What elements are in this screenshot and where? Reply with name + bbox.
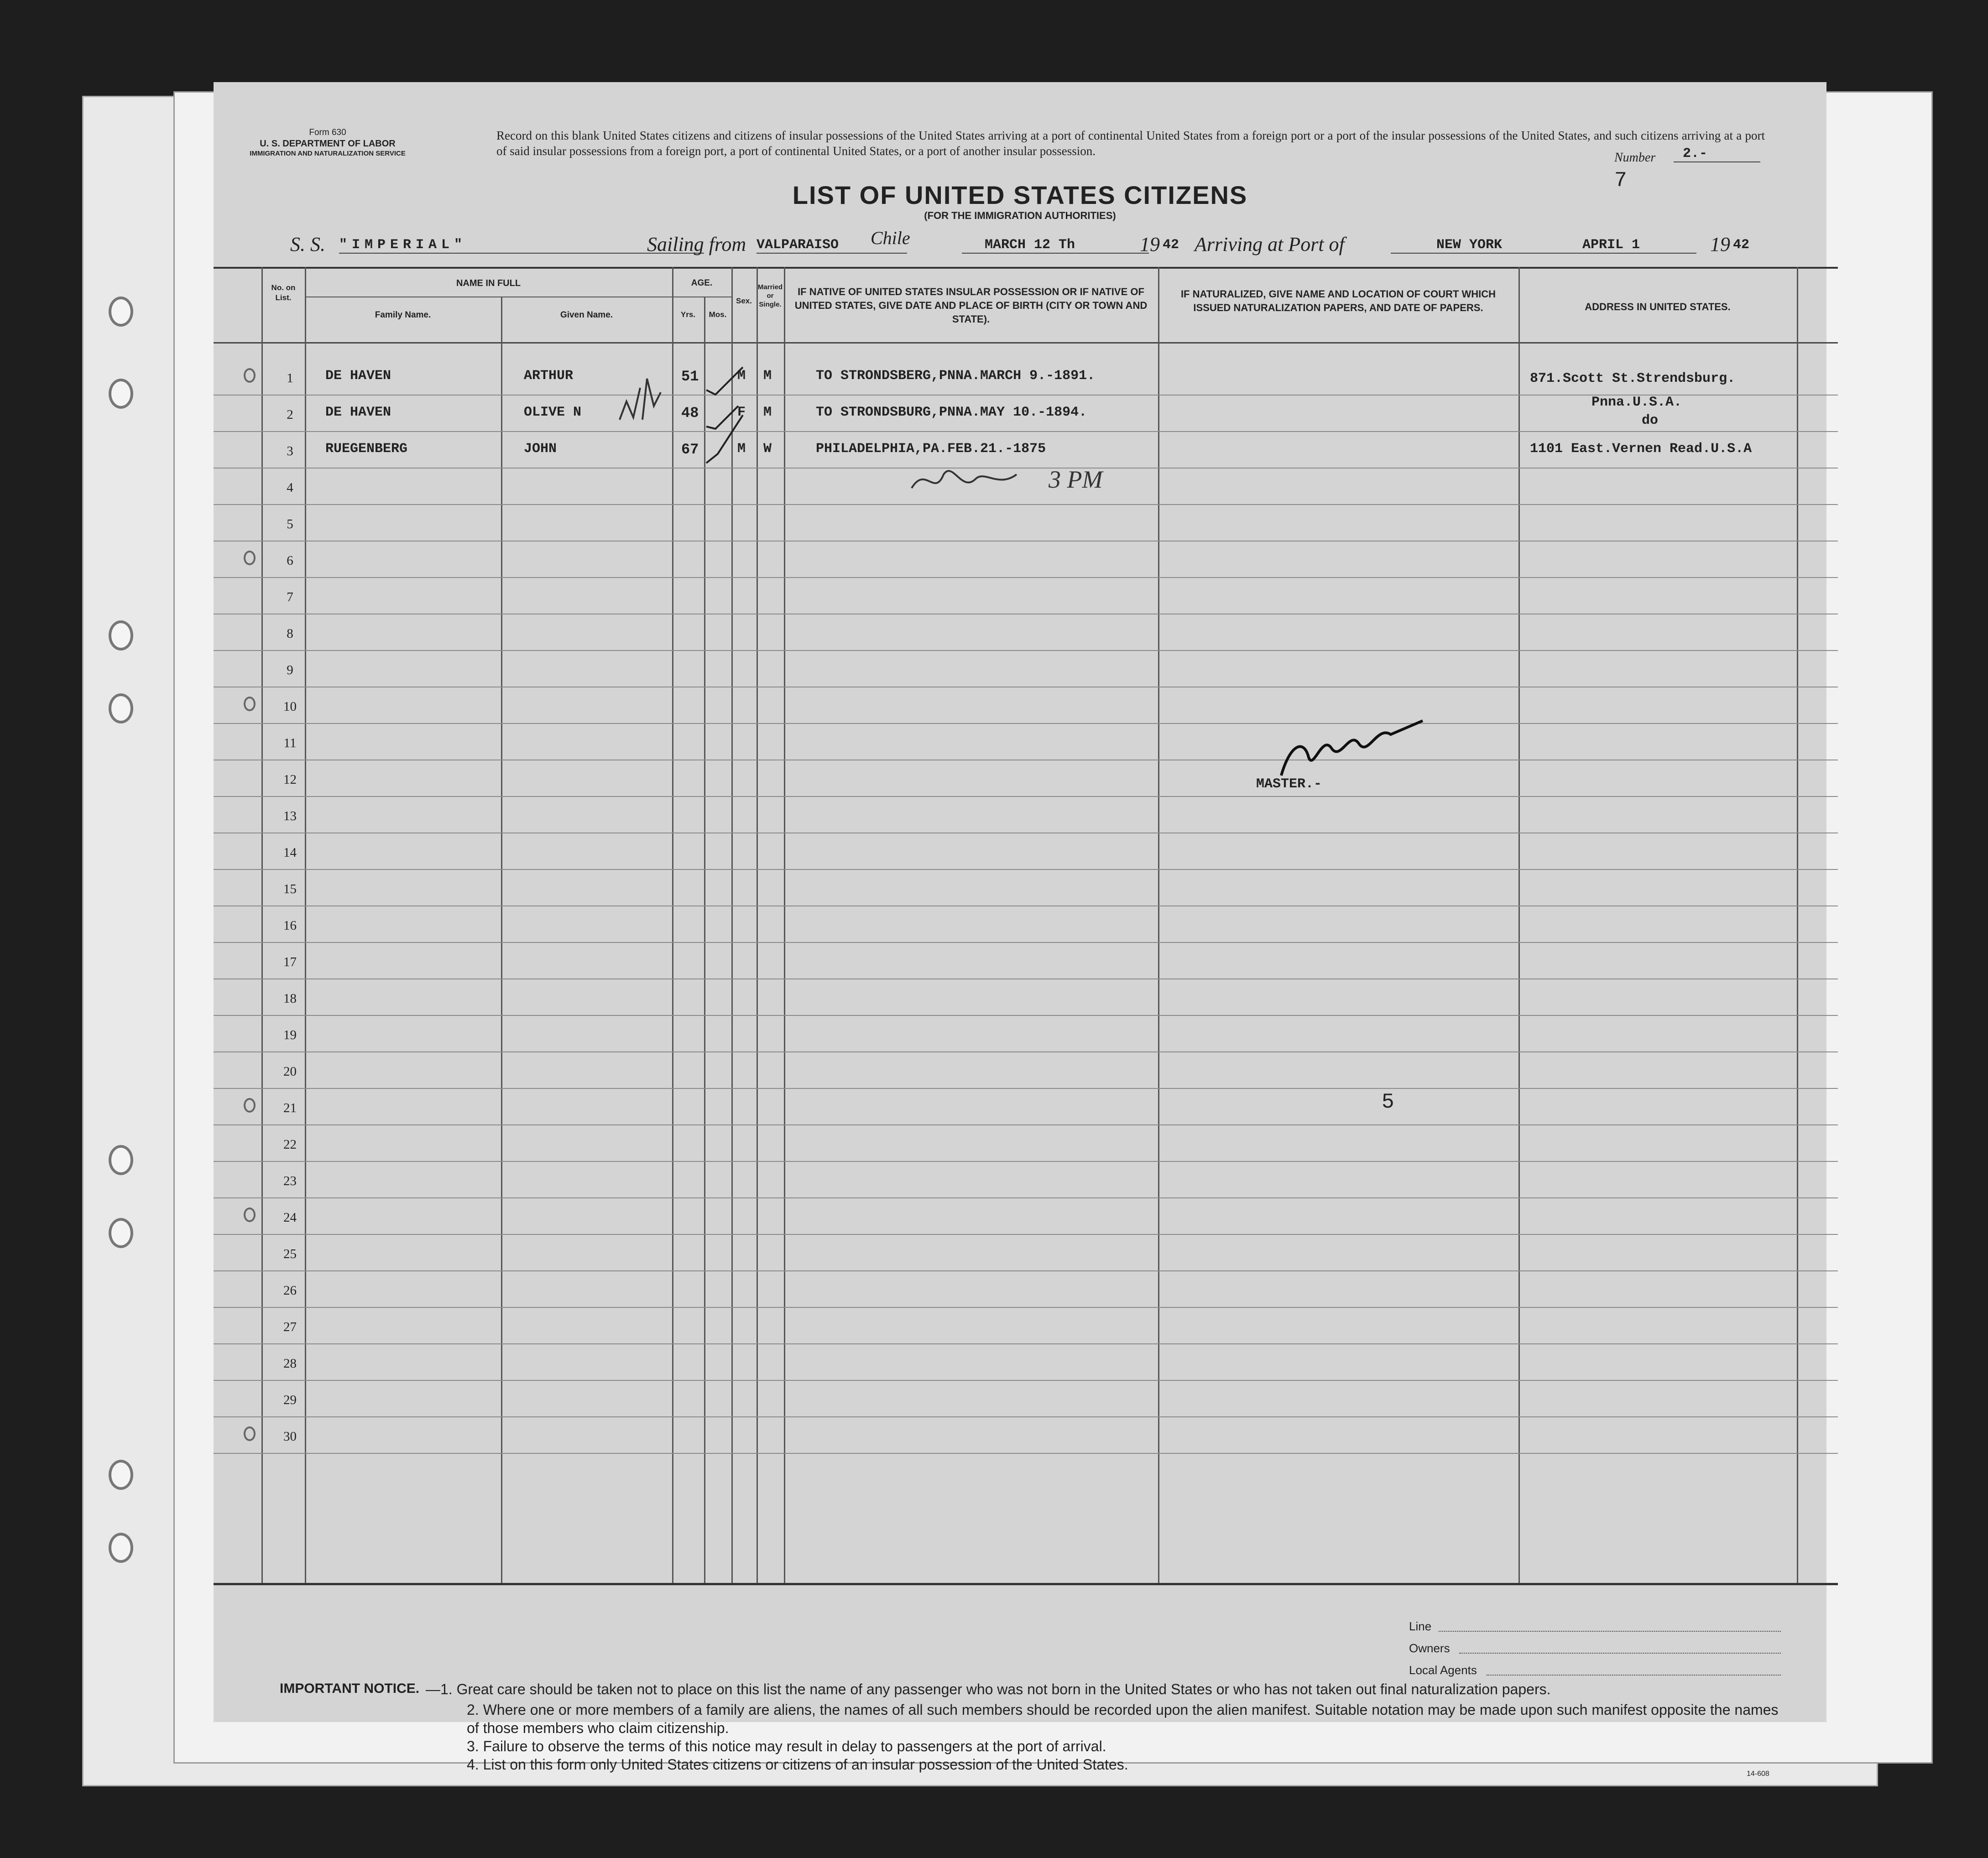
table-row	[214, 1124, 1838, 1162]
row-number: 21	[283, 1101, 297, 1115]
table-bottom-rule	[214, 1583, 1838, 1585]
age-years: 48	[681, 405, 699, 422]
arrival-date: APRIL 1	[1582, 237, 1696, 254]
sailing-year: 42	[1163, 237, 1179, 253]
row-number: 11	[283, 736, 297, 750]
family-name: RUEGENBERG	[325, 441, 408, 457]
sailing-date: MARCH 12 Th	[962, 237, 1149, 254]
binder-hole	[109, 1218, 133, 1248]
page-subtitle: (FOR THE IMMIGRATION AUTHORITIES)	[924, 210, 1116, 221]
row-number: 15	[283, 882, 297, 896]
page-number: 5	[1382, 1090, 1394, 1114]
header-no-on-list: No. on List.	[271, 283, 296, 302]
table-row	[214, 1416, 1838, 1454]
table-row	[214, 906, 1838, 943]
number-value: 2.-	[1674, 146, 1760, 162]
master-label: MASTER.-	[1256, 776, 1322, 792]
row-number: 17	[283, 955, 297, 969]
handwritten-time-note: 3 PM	[1049, 466, 1103, 493]
row-number: 20	[283, 1064, 297, 1079]
header-given-name: Given Name.	[560, 310, 613, 320]
table-row	[214, 1161, 1838, 1198]
table-row	[214, 358, 1838, 395]
ship-name: "IMPERIAL"	[339, 237, 704, 254]
table-row	[214, 942, 1838, 979]
header-address: ADDRESS IN UNITED STATES.	[1585, 301, 1731, 312]
form-instructions: Record on this blank United States citizens and citizens of insular possessions of the United States arriving at a port of continental United States from a foreign port or a port of the insular possessions of the United States, and such citizens arriving at a port of said insular possessions from a foreign port, a port of continental United States, or a port of another insular possession.	[496, 129, 1765, 158]
header-sex: Sex.	[736, 297, 752, 305]
arrival-port: NEW YORK	[1391, 237, 1587, 254]
row-number: 8	[287, 626, 293, 641]
row-number: 22	[283, 1137, 297, 1152]
given-name: ARTHUR	[524, 368, 574, 384]
row-number: 25	[283, 1247, 297, 1261]
row-number: 16	[283, 918, 297, 933]
departure-port-handwritten: Chile	[871, 228, 910, 248]
page-title: LIST OF UNITED STATES CITIZENS	[792, 181, 1248, 209]
row-number: 18	[283, 991, 297, 1006]
place-of-birth: TO STRONDSBERG,PNNA.MARCH 9.-1891.	[816, 368, 1096, 384]
service-name: IMMIGRATION AND NATURALIZATION SERVICE	[250, 150, 406, 157]
row-number: 10	[283, 699, 297, 714]
binder-hole	[109, 297, 133, 327]
row-number: 26	[283, 1283, 297, 1298]
line-label: Line	[1409, 1619, 1432, 1633]
address: 871.Scott St.Strendsburg.	[1530, 371, 1736, 386]
age-years: 67	[681, 441, 699, 458]
notice-item-4: 4. List on this form only United States citizens or citizens of an insular possession of the United States.	[467, 1756, 1128, 1773]
row-number: 14	[283, 845, 297, 860]
header-marital-status: Married or Single.	[757, 283, 783, 308]
marital-status: W	[763, 441, 772, 457]
sheet-number: 7	[1614, 169, 1627, 193]
place-of-birth: TO STRONDSBURG,PNNA.MAY 10.-1894.	[816, 405, 1087, 420]
local-agents-field	[1487, 1675, 1781, 1676]
row-number: 1	[287, 371, 293, 385]
binder-hole	[109, 1145, 133, 1175]
header-naturalization: IF NATURALIZED, GIVE NAME AND LOCATION OF COURT WHICH ISSUED NATURALIZATION PAPERS, AND DATE OF PAPERS.	[1180, 288, 1496, 313]
number-label: Number	[1614, 151, 1656, 165]
table-row	[214, 687, 1838, 724]
row-number: 2	[287, 407, 293, 422]
table-row	[214, 1307, 1838, 1344]
table-top-rule	[214, 267, 1838, 269]
handwritten-initials-row4	[907, 461, 1044, 502]
marital-status: M	[763, 405, 772, 420]
row-number: 6	[287, 553, 293, 568]
sailing-year-prefix: 19	[1140, 233, 1160, 255]
line-field	[1439, 1631, 1781, 1632]
age-years: 51	[681, 368, 699, 385]
row-marker-icon	[244, 1098, 256, 1113]
table-row	[214, 760, 1838, 797]
sex: F	[737, 405, 746, 420]
row-number: 28	[283, 1356, 297, 1371]
arrival-year-prefix: 19	[1710, 233, 1730, 255]
row-marker-icon	[244, 1207, 256, 1222]
header-family-name: Family Name.	[375, 310, 431, 320]
row-number: 12	[283, 772, 297, 787]
notice-item-1: —1. Great care should be taken not to place on this list the name of any passenger who was not born in the United States or who has not taken out final naturalization papers.	[426, 1681, 1551, 1697]
table-row	[214, 978, 1838, 1016]
row-number: 4	[287, 480, 293, 495]
row-number: 30	[283, 1429, 297, 1444]
table-row	[214, 1380, 1838, 1417]
table-row	[214, 614, 1838, 651]
row-marker-icon	[244, 551, 256, 565]
place-of-birth: PHILADELPHIA,PA.FEB.21.-1875	[816, 441, 1046, 457]
table-row	[214, 796, 1838, 833]
address: Pnna.U.S.A.	[1591, 395, 1682, 410]
manifest-form	[214, 82, 1826, 1778]
row-number: 29	[283, 1393, 297, 1407]
notice-item-2: 2. Where one or more members of a family are aliens, the names of all such members should be recorded upon the alien manifest. Suitable notation may be made upon such manifest opposite the names of those members who claim citizenship.	[467, 1702, 1779, 1736]
notice-title: IMPORTANT NOTICE.	[280, 1681, 420, 1696]
table-row	[214, 541, 1838, 578]
binder-hole	[109, 620, 133, 651]
table-row	[214, 833, 1838, 870]
form-code: 14-608	[1747, 1770, 1769, 1778]
form-number: Form 630	[309, 128, 346, 137]
row-number: 5	[287, 517, 293, 531]
table-row	[214, 869, 1838, 906]
table-row	[214, 723, 1838, 760]
ss-label: S. S.	[290, 233, 325, 255]
owners-field	[1459, 1653, 1781, 1654]
address-ditto: do	[1642, 413, 1659, 428]
table-row	[214, 1197, 1838, 1235]
header-age: AGE.	[691, 278, 713, 288]
table-row	[214, 1015, 1838, 1052]
table-row	[214, 1270, 1838, 1308]
header-name-in-full: NAME IN FULL	[456, 278, 521, 288]
table-row	[214, 1343, 1838, 1381]
owners-label: Owners	[1409, 1641, 1450, 1655]
arriving-label: Arriving at Port of	[1195, 233, 1345, 255]
address: 1101 East.Vernen Read.U.S.A	[1530, 441, 1752, 457]
given-name: OLIVE N	[524, 405, 582, 420]
binder-hole	[109, 693, 133, 723]
row-number: 27	[283, 1320, 297, 1334]
table-row	[214, 504, 1838, 541]
arrival-year: 42	[1733, 237, 1750, 253]
marital-status: M	[763, 368, 772, 384]
table-row	[214, 1051, 1838, 1089]
notice-item-3: 3. Failure to observe the terms of this notice may result in delay to passengers at the port of arrival.	[467, 1738, 1106, 1754]
departure-port: VALPARAISO	[757, 237, 907, 254]
header-age-years: Yrs.	[680, 310, 696, 319]
row-number: 9	[287, 663, 293, 677]
table-row	[214, 577, 1838, 614]
row-marker-icon	[244, 1426, 256, 1441]
binder-hole	[109, 1533, 133, 1563]
row-number: 3	[287, 444, 293, 458]
header-age-months: Mos.	[709, 310, 727, 319]
header-bottom-rule	[214, 342, 1838, 343]
table-row	[214, 395, 1838, 431]
binder-hole	[109, 1460, 133, 1490]
row-number: 24	[283, 1210, 297, 1225]
sex: M	[737, 368, 746, 384]
table-row	[214, 1088, 1838, 1125]
row-marker-icon	[244, 697, 256, 711]
department-name: U. S. DEPARTMENT OF LABOR	[260, 139, 396, 149]
checkmark-annotations	[697, 365, 752, 465]
row-number: 7	[287, 590, 293, 604]
table-row	[214, 1234, 1838, 1271]
row-number: 13	[283, 809, 297, 823]
row-number: 23	[283, 1174, 297, 1188]
handwritten-initials	[615, 374, 665, 424]
row-number: 19	[283, 1028, 297, 1042]
header-place-of-birth: IF NATIVE OF UNITED STATES INSULAR POSSESSION OR IF NATIVE OF UNITED STATES, GIVE DATE AND PLACE OF BIRTH (CITY OR TOWN AND STATE).	[794, 286, 1148, 325]
sailing-from-label: Sailing from	[647, 233, 746, 255]
table-row	[214, 650, 1838, 687]
family-name: DE HAVEN	[325, 368, 391, 384]
local-agents-label: Local Agents	[1409, 1663, 1477, 1677]
passenger-rows	[214, 358, 1838, 1583]
binder-hole	[109, 379, 133, 409]
given-name: JOHN	[524, 441, 557, 457]
sex: M	[737, 441, 746, 457]
family-name: DE HAVEN	[325, 405, 391, 420]
